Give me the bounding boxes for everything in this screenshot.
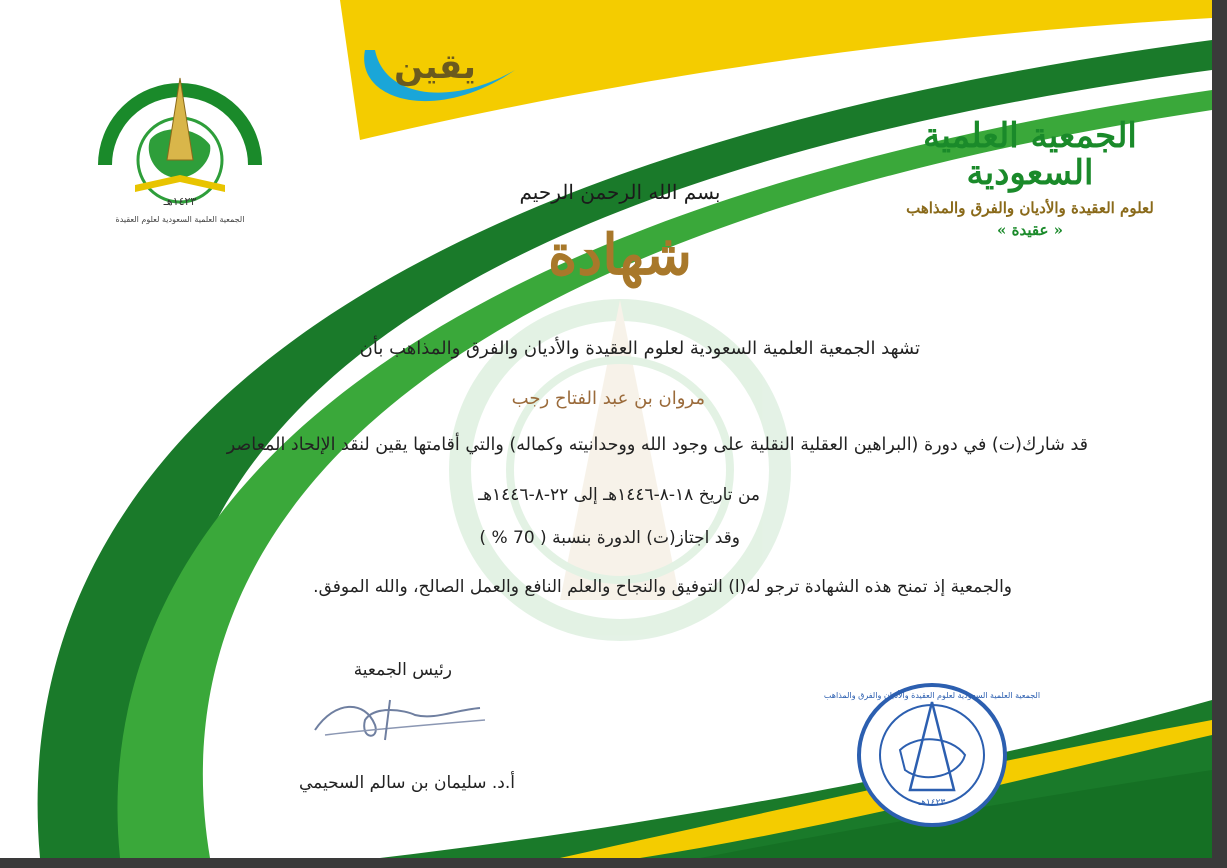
- society-subtitle: لعلوم العقيدة والأديان والفرق والمذاهب: [906, 198, 1154, 217]
- viewer-frame-bottom: [0, 858, 1227, 868]
- course-line: قد شارك(ت) في دورة (البراهين العقلية النقلية على وجود الله ووحدانيته وكماله) والتي أقامتها يقين لنقد الإلحاد المعاصر: [226, 435, 1088, 455]
- signature-role: رئيس الجمعية: [353, 660, 452, 680]
- emblem-ring-text: الجمعية العلمية السعودية لعلوم العقيدة: [115, 215, 245, 224]
- signature-name: أ.د. سليمان بن سالم السحيمي: [299, 773, 515, 793]
- emblem-year: ١٤٢٣هـ: [163, 195, 197, 208]
- certificate-title: شهادة: [547, 222, 693, 288]
- testify-line: تشهد الجمعية العلمية السعودية لعلوم العقيدة والأديان والفرق والمذاهب بأن: [359, 338, 920, 359]
- society-emblem-left: [95, 70, 265, 240]
- official-stamp: [823, 680, 1041, 830]
- basmala: بسم الله الرحمن الرحيم: [519, 180, 721, 204]
- society-short-name: « عقيدة »: [997, 220, 1063, 239]
- viewer-frame-right: [1212, 0, 1227, 868]
- society-logo-right: [870, 118, 1190, 239]
- wishes-line: والجمعية إذ تمنح هذه الشهادة ترجو له(ا) التوفيق والنجاح والعلم النافع والعمل الصالح، والله الموفق.: [313, 577, 1012, 597]
- stamp-year: ١٤٢٣هـ: [918, 798, 946, 808]
- society-title: الجمعية العلمية السعودية: [923, 116, 1137, 194]
- yaqeen-logo: [355, 20, 525, 120]
- stamp-ring-text: الجمعية العلمية السعودية لعلوم العقيدة والأديان والفرق والمذاهب: [823, 691, 1041, 700]
- dates-line: من تاريخ ١٨-٨-١٤٤٦هـ إلى ٢٢-٨-١٤٤٦هـ: [478, 485, 760, 505]
- signature-scribble: [305, 690, 495, 750]
- yaqeen-logo-text: يقين: [394, 47, 476, 87]
- pass-line: وقد اجتاز(ت) الدورة بنسبة ( 70 % ): [479, 528, 740, 548]
- recipient-name: مروان بن عبد الفتاح رجب: [511, 388, 705, 409]
